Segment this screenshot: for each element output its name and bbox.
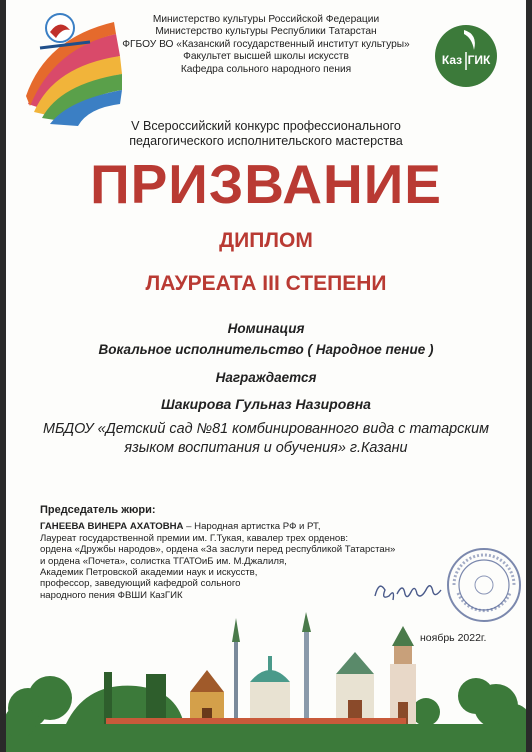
jury-line: Академик Петровской академии наук и искусств, <box>40 567 258 579</box>
kazgik-logo <box>434 24 498 88</box>
jury-line: и ордена «Почета», солистка ТГАТОиБ им. М.Джалиля, <box>40 555 287 567</box>
nomination-label: Номинация <box>227 321 305 336</box>
contest-line: педагогического исполнительского мастерства <box>129 133 403 148</box>
organization-line: языком воспитания и обучения» г.Казани <box>124 439 408 456</box>
organization-line: МБДОУ «Детский сад №81 комбинированного вида с татарским <box>43 421 489 437</box>
issue-date: ноябрь 2022г. <box>420 632 487 644</box>
signature <box>371 566 451 614</box>
jury-line: профессор, заведующий кафедрой сольного <box>40 578 241 590</box>
jury-line: ордена «Дружбы народов», ордена «За заслуги перед республикой Татарстан» <box>40 544 396 556</box>
diploma-heading: ДИПЛОМ <box>219 229 313 252</box>
diploma-page <box>6 0 526 752</box>
logo-right-text: ГИК <box>467 53 491 67</box>
nomination-value: Вокальное исполнительство ( Народное пение ) <box>98 342 434 357</box>
jury-line: Лауреат государственной премии им. Г.Тукая, кавалер трех орденов: <box>40 532 349 544</box>
jury-name: ГАНЕЕВА ВИНЕРА АХАТОВНА <box>40 521 184 533</box>
contest-title <box>6 119 526 148</box>
kazan-skyline-illustration <box>6 612 526 752</box>
header-line: Кафедра сольного народного пения <box>180 63 352 75</box>
awarded-label: Награждается <box>215 370 317 385</box>
jury-name-suffix: – Народная артистка РФ и РТ, <box>183 521 321 533</box>
awardee-name: Шакирова Гульназ Назировна <box>161 396 371 412</box>
jury-line: народного пения ФВШИ КазГИК <box>40 589 183 601</box>
jury-caption: Председатель жюри: <box>40 504 156 516</box>
logo-left-text: Каз <box>441 53 463 67</box>
main-title: ПРИЗВАНИЕ <box>90 153 442 215</box>
laureate-degree: ЛАУРЕАТА III СТЕПЕНИ <box>145 272 387 295</box>
header-line: Министерство культуры Российской Федерации <box>152 14 380 25</box>
header-line: Факультет высшей школы искусств <box>183 51 349 63</box>
header-line: ФГБОУ ВО «Казанский государственный институт культуры» <box>122 38 410 50</box>
jury-name-line <box>40 521 395 532</box>
header-line: Министерство культуры Республики Татарстан <box>155 26 377 38</box>
contest-line: V Всероссийский конкурс профессионального <box>131 119 401 133</box>
jury-block <box>40 505 395 601</box>
organization <box>6 420 526 457</box>
